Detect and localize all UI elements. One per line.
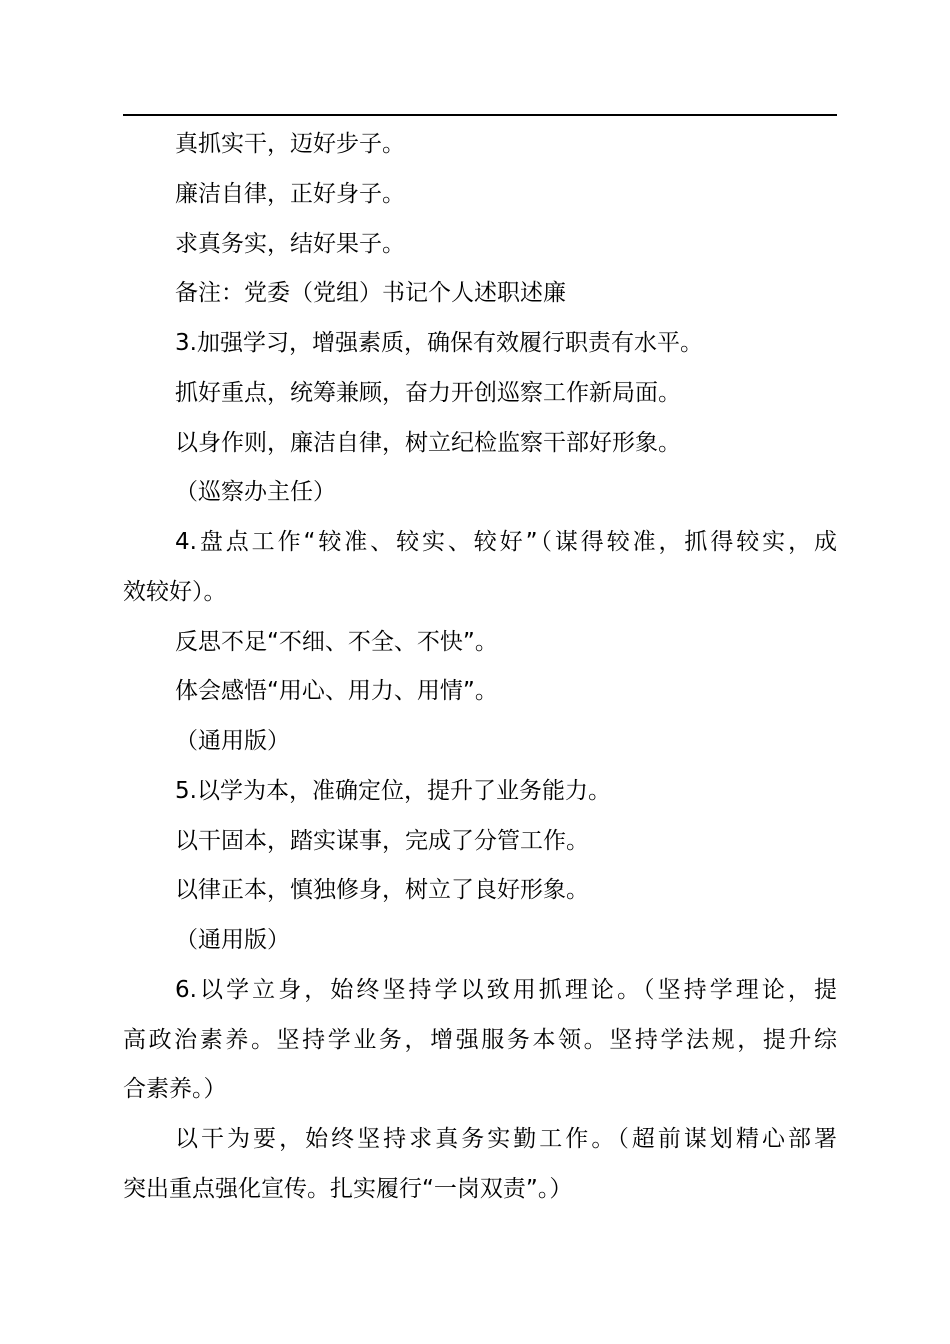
document-body	[123, 120, 837, 1215]
paragraph-line: 以干固本，踏实谋事，完成了分管工作。	[175, 827, 589, 854]
paragraph-line: 以干为要，始终坚持求真务实勤工作。（超前谋划精心部署	[175, 1126, 837, 1152]
paragraph-line: 以身作则，廉洁自律，树立纪检监察干部好形象。	[175, 429, 681, 456]
paragraph-line: 反思不足“不细、不全、不快”。	[175, 628, 498, 655]
paragraph-line: 突出重点强化宣传。扎实履行“一岗双责”。）	[123, 1175, 573, 1202]
paragraph-line: 体会感悟“用心、用力、用情”。	[175, 678, 498, 705]
header-rule	[123, 114, 837, 116]
item-4-heading: 4.盘点工作“较准、较实、较好”（谋得较准，抓得较实，成	[175, 529, 837, 555]
paragraph-line: 求真务实，结好果子。	[175, 230, 405, 257]
paragraph-line: 合素养。）	[123, 1076, 227, 1103]
paragraph-line: 抓好重点，统筹兼顾，奋力开创巡察工作新局面。	[175, 379, 681, 406]
item-3-heading: 3.加强学习，增强素质，确保有效履行职责有水平。	[175, 330, 703, 356]
paragraph-line: 高政治素养。坚持学业务，增强服务本领。坚持学法规，提升综	[123, 1026, 837, 1053]
source-label: （通用版）	[175, 728, 290, 754]
source-label: （通用版）	[175, 927, 290, 953]
source-label: （巡察办主任）	[175, 479, 336, 506]
item-6-heading: 6.以学立身，始终坚持学以致用抓理论。（坚持学理论，提	[175, 976, 837, 1003]
note-line: 备注：党委（党组）书记个人述职述廉	[175, 280, 566, 307]
item-5-heading: 5.以学为本，准确定位，提升了业务能力。	[175, 777, 611, 804]
paragraph-line: 廉洁自律，正好身子。	[175, 180, 405, 207]
paragraph-line: 真抓实干，迈好步子。	[175, 131, 405, 157]
paragraph-line: 以律正本，慎独修身，树立了良好形象。	[175, 877, 589, 904]
paragraph-line: 效较好）。	[123, 578, 227, 605]
